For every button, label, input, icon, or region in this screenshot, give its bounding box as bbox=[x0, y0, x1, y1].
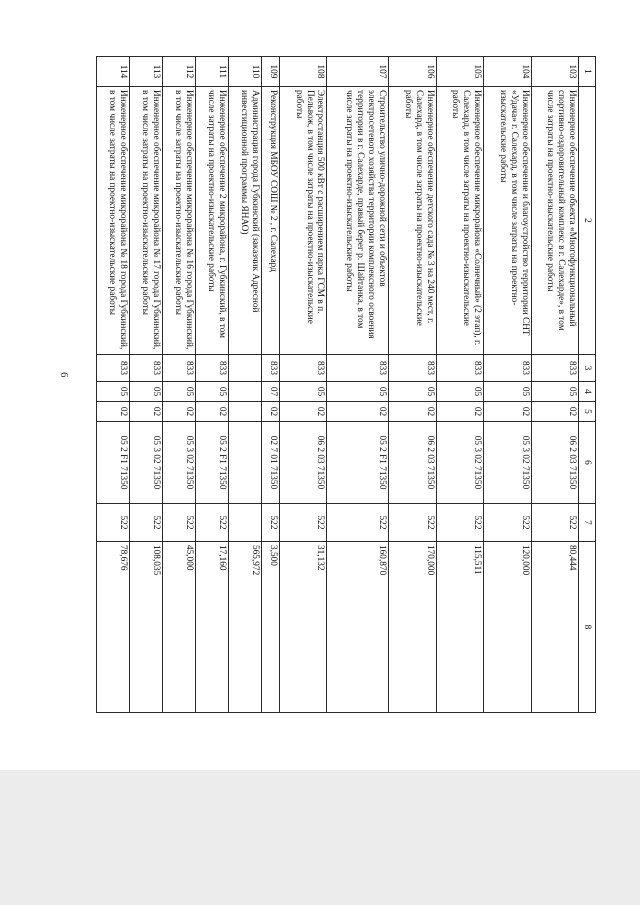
department-code-cell: 833 bbox=[261, 355, 279, 382]
target-article-cell: 05 3 02 71350 bbox=[484, 422, 531, 504]
budget-table bbox=[96, 56, 596, 713]
target-article-cell: 05 3 02 71350 bbox=[436, 422, 483, 504]
subsection-code-cell: 02 bbox=[436, 402, 483, 422]
department-code-cell: 833 bbox=[327, 355, 389, 382]
expense-type-cell: 522 bbox=[162, 504, 195, 542]
table-body bbox=[97, 57, 596, 713]
column-header: 3 bbox=[579, 355, 596, 382]
target-article-cell: 06 2 03 71350 bbox=[531, 422, 578, 504]
expense-type-cell: 522 bbox=[129, 504, 162, 542]
table-row bbox=[327, 57, 389, 713]
amount-cell: 170,000 bbox=[389, 542, 436, 713]
expense-type-cell: 522 bbox=[327, 504, 389, 542]
amount-cell: 108,035 bbox=[129, 542, 162, 713]
department-code-cell: 833 bbox=[162, 355, 195, 382]
table-row bbox=[531, 57, 578, 713]
item-name-cell: Электростанция 500 кВт с расширением парка ГСМ в п. Пельвож, в том числе затраты на проектно-изыскательские работы bbox=[280, 87, 327, 355]
item-name-cell: Инженерное обеспечение микрорайона № 17 города Губкинский, в том числе затраты на проектно-изыскательские работы bbox=[129, 87, 162, 355]
subsection-code-cell: 02 bbox=[261, 402, 279, 422]
row-number-cell: 113 bbox=[129, 57, 162, 87]
target-article-cell bbox=[228, 422, 261, 504]
amount-cell: 80,444 bbox=[531, 542, 578, 713]
row-number-cell: 105 bbox=[436, 57, 483, 87]
table-container bbox=[96, 56, 596, 712]
expense-type-cell: 522 bbox=[97, 504, 130, 542]
item-name-cell: Инженерное обеспечение микрорайона № 16 города Губкинский, в том числе затраты на проектно-изыскательские работы bbox=[162, 87, 195, 355]
row-number-cell: 110 bbox=[228, 57, 261, 87]
header-row bbox=[579, 57, 596, 713]
table-row bbox=[280, 57, 327, 713]
row-number-cell: 103 bbox=[531, 57, 578, 87]
table-row bbox=[389, 57, 436, 713]
item-name-cell: Инженерное обеспечение детского сада № 3 на 240 мест, г. Салехард, в том числе затраты на проектно-изыскательские работы bbox=[389, 87, 436, 355]
section-code-cell: 07 bbox=[261, 382, 279, 402]
subsection-code-cell: 02 bbox=[195, 402, 228, 422]
target-article-cell: 05 3 02 71350 bbox=[162, 422, 195, 504]
item-name-cell: Инженерное обеспечение микрорайона «Солнечный» (2 этап), г. Салехард, в том числе затраты на проектно-изыскательские работы bbox=[436, 87, 483, 355]
expense-type-cell bbox=[228, 504, 261, 542]
row-number-cell: 108 bbox=[280, 57, 327, 87]
table-row bbox=[195, 57, 228, 713]
section-code-cell: 05 bbox=[484, 382, 531, 402]
column-header: 6 bbox=[579, 422, 596, 504]
amount-cell: 78,676 bbox=[97, 542, 130, 713]
subsection-code-cell: 02 bbox=[162, 402, 195, 422]
target-article-cell: 06 2 03 71350 bbox=[280, 422, 327, 504]
column-header: 7 bbox=[579, 504, 596, 542]
expense-type-cell: 522 bbox=[280, 504, 327, 542]
subsection-code-cell: 02 bbox=[531, 402, 578, 422]
department-code-cell: 833 bbox=[195, 355, 228, 382]
row-number-cell: 111 bbox=[195, 57, 228, 87]
target-article-cell: 02 7 01 71350 bbox=[261, 422, 279, 504]
row-number-cell: 104 bbox=[484, 57, 531, 87]
expense-type-cell: 522 bbox=[261, 504, 279, 542]
item-name-cell: Инженерное обеспечение микрорайона № 18 города Губкинский, в том числе затраты на проектно-изыскательские работы bbox=[97, 87, 130, 355]
amount-cell: 3,500 bbox=[261, 542, 279, 713]
item-name-cell: Администрация города Губкинский (заказчик Адресной инвестиционной программы ЯНАО) bbox=[228, 87, 261, 355]
column-header: 4 bbox=[579, 382, 596, 402]
table-row bbox=[97, 57, 130, 713]
amount-cell: 120,000 bbox=[484, 542, 531, 713]
amount-cell: 565,972 bbox=[228, 542, 261, 713]
target-article-cell: 05 3 02 71350 bbox=[129, 422, 162, 504]
column-header: 2 bbox=[579, 87, 596, 355]
expense-type-cell: 522 bbox=[436, 504, 483, 542]
column-header: 8 bbox=[579, 542, 596, 713]
section-code-cell: 05 bbox=[436, 382, 483, 402]
section-code-cell: 05 bbox=[280, 382, 327, 402]
section-code-cell bbox=[228, 382, 261, 402]
department-code-cell bbox=[228, 355, 261, 382]
column-header: 1 bbox=[579, 57, 596, 87]
table-row bbox=[436, 57, 483, 713]
department-code-cell: 833 bbox=[97, 355, 130, 382]
section-code-cell: 05 bbox=[327, 382, 389, 402]
row-number-cell: 112 bbox=[162, 57, 195, 87]
column-header: 5 bbox=[579, 402, 596, 422]
table-row bbox=[261, 57, 279, 713]
section-code-cell: 05 bbox=[129, 382, 162, 402]
section-code-cell: 05 bbox=[531, 382, 578, 402]
department-code-cell: 833 bbox=[280, 355, 327, 382]
department-code-cell: 833 bbox=[436, 355, 483, 382]
expense-type-cell: 522 bbox=[531, 504, 578, 542]
item-name-cell: Инженерное обеспечение объекта «Многофункциональный спортивно-оздоровительный комплекс в г. Салехарде», в том числе затраты на проектно-изыскательские работы bbox=[531, 87, 578, 355]
subsection-code-cell: 02 bbox=[484, 402, 531, 422]
amount-cell: 45,000 bbox=[162, 542, 195, 713]
section-code-cell: 05 bbox=[162, 382, 195, 402]
subsection-code-cell: 02 bbox=[129, 402, 162, 422]
row-number-cell: 107 bbox=[327, 57, 389, 87]
row-number-cell: 114 bbox=[97, 57, 130, 87]
subsection-code-cell: 02 bbox=[327, 402, 389, 422]
amount-cell: 17,160 bbox=[195, 542, 228, 713]
subsection-code-cell: 02 bbox=[389, 402, 436, 422]
department-code-cell: 833 bbox=[129, 355, 162, 382]
department-code-cell: 833 bbox=[389, 355, 436, 382]
amount-cell: 31,132 bbox=[280, 542, 327, 713]
subsection-code-cell: 02 bbox=[280, 402, 327, 422]
department-code-cell: 833 bbox=[484, 355, 531, 382]
subsection-code-cell: 02 bbox=[97, 402, 130, 422]
target-article-cell: 05 2 F1 71350 bbox=[327, 422, 389, 504]
item-name-cell: Инженерное обеспечение 2 микрорайона, г. Губкинский, в том числе затраты на проектно-изыскательские работы bbox=[195, 87, 228, 355]
expense-type-cell: 522 bbox=[484, 504, 531, 542]
expense-type-cell: 522 bbox=[195, 504, 228, 542]
target-article-cell: 06 2 03 71350 bbox=[389, 422, 436, 504]
target-article-cell: 05 2 F1 71350 bbox=[97, 422, 130, 504]
target-article-cell: 05 2 F1 71350 bbox=[195, 422, 228, 504]
table-row bbox=[162, 57, 195, 713]
amount-cell: 115,511 bbox=[436, 542, 483, 713]
table-row bbox=[129, 57, 162, 713]
item-name-cell: Инженерное обеспечение и благоустройство территории СНТ «Удача» г. Салехард, в том числе затраты на проектно-изыскательские работы bbox=[484, 87, 531, 355]
amount-cell: 160,870 bbox=[327, 542, 389, 713]
subsection-code-cell bbox=[228, 402, 261, 422]
expense-type-cell: 522 bbox=[389, 504, 436, 542]
row-number-cell: 109 bbox=[261, 57, 279, 87]
department-code-cell: 833 bbox=[531, 355, 578, 382]
table-row bbox=[228, 57, 261, 713]
item-name-cell: Реконструкция МБОУ СОШ № 2 , г. Салехард bbox=[261, 87, 279, 355]
table-row bbox=[484, 57, 531, 713]
section-code-cell: 05 bbox=[195, 382, 228, 402]
row-number-cell: 106 bbox=[389, 57, 436, 87]
section-code-cell: 05 bbox=[97, 382, 130, 402]
section-code-cell: 05 bbox=[389, 382, 436, 402]
page-number: 6 bbox=[58, 372, 70, 378]
item-name-cell: Строительство улично-дорожной сети и объектов электросетевого хозяйства территории комплексного освоения территории в г. Салехарде, правый берег р. Шайтанка, в том числе затраты на проектно-изыскательские работы bbox=[327, 87, 389, 355]
